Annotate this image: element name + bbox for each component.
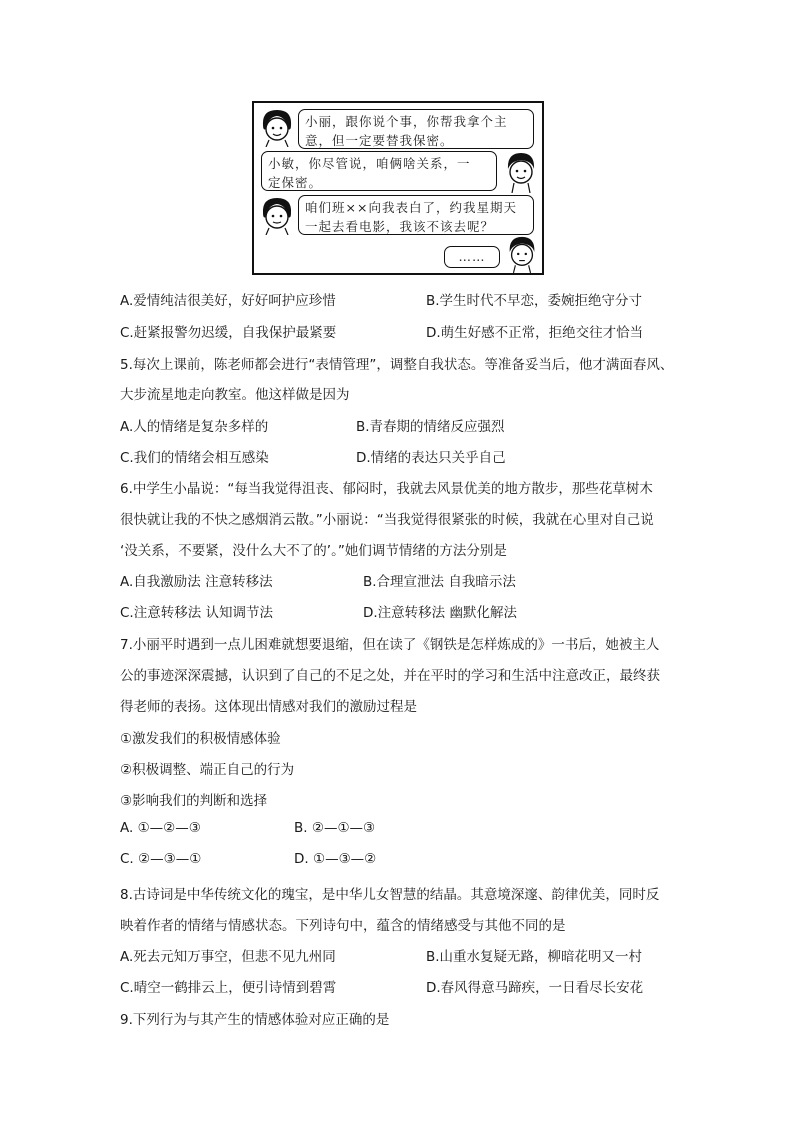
q6-option-a: A.自我激励法 注意转移法 <box>120 574 273 590</box>
bubble-1-line-1: 小丽，跟你说个事，你帮我拿个主 <box>305 114 508 129</box>
girl-face-icon <box>258 195 296 235</box>
q5-option-d: D.情绪的表达只关乎自己 <box>356 450 506 466</box>
q6-option-c: C.注意转移法 认知调节法 <box>120 605 274 621</box>
q5-option-a: A.人的情绪是复杂多样的 <box>120 419 269 435</box>
q4-option-a: A.爱情纯洁很美好，好好呵护应珍惜 <box>120 293 336 309</box>
q7-item-2: ②积极调整、端正自己的行为 <box>120 762 295 778</box>
comic-strip <box>252 101 544 275</box>
bubble-2-line-1: 小敏，你尽管说，咱俩啥关系，一 <box>268 156 471 171</box>
girl-face-icon <box>502 149 540 193</box>
q9-stem-line-1: 9.下列行为与其产生的情感体验对应正确的是 <box>120 1012 390 1028</box>
q5-stem-line-2: 大步流星地走向教室。他这样做是因为 <box>120 387 350 403</box>
q7-option-b: B. ②—①—③ <box>294 820 376 836</box>
q7-option-d: D. ①—③—② <box>294 851 377 867</box>
girl-face-icon <box>504 233 540 273</box>
q7-item-1: ①激发我们的积极情感体验 <box>120 731 281 747</box>
q8-option-d: D.春风得意马蹄疾，一日看尽长安花 <box>426 980 644 996</box>
bubble-3-line-2: 一起去看电影，我该不该去呢？ <box>305 219 495 234</box>
q7-item-3: ③影响我们的判断和选择 <box>120 793 268 809</box>
bubble-4-text: …… <box>458 249 486 264</box>
q8-stem-line-2: 映着作者的情绪与情感状态。下列诗句中，蕴含的情绪感受与其他不同的是 <box>120 918 566 934</box>
q8-stem-line-1: 8.古诗词是中华传统文化的瑰宝，是中华儿女智慧的结晶。其意境深邃、韵律优美，同时反 <box>120 887 660 903</box>
q4-option-c: C.赶紧报警勿迟缓，自我保护最紧要 <box>120 325 337 341</box>
bubble-2-line-2: 定保密。 <box>268 175 323 190</box>
speech-bubble-2 <box>261 151 497 191</box>
q5-option-c: C.我们的情绪会相互感染 <box>120 450 269 466</box>
q6-option-d: D.注意转移法 幽默化解法 <box>363 605 517 621</box>
speech-bubble-4 <box>444 246 500 268</box>
q7-stem-line-1: 7.小丽平时遇到一点儿困难就想要退缩，但在读了《钢铁是怎样炼成的》一书后，她被主人 <box>120 637 660 653</box>
q4-option-b: B.学生时代不早恋，委婉拒绝守分寸 <box>426 293 643 309</box>
q6-stem-line-3: ‘没关系，不要紧，没什么大不了的’。”她们调节情绪的方法分别是 <box>120 543 507 559</box>
q5-option-b: B.青春期的情绪反应强烈 <box>356 419 505 435</box>
q6-option-b: B.合理宣泄法 自我暗示法 <box>363 574 516 590</box>
bubble-3-line-1: 咱们班××向我表白了，约我星期天 <box>305 200 517 215</box>
q8-option-c: C.晴空一鹤排云上，便引诗情到碧霄 <box>120 980 337 996</box>
q4-option-d: D.萌生好感不正常，拒绝交往才恰当 <box>426 325 644 341</box>
q7-option-a: A. ①—②—③ <box>120 820 201 836</box>
q7-option-c: C. ②—③—① <box>120 851 202 867</box>
speech-bubble-1 <box>298 109 534 149</box>
q6-stem-line-2: 很快就让我的不快之感烟消云散。”小丽说：“当我觉得很紧张的时候，我就在心里对自己说 <box>120 512 654 528</box>
q7-stem-line-2: 公的事迹深深震撼，认识到了自己的不足之处，并在平时的学习和生活中注意改正，最终获 <box>120 668 660 684</box>
bubble-1-line-2: 意，但一定要替我保密。 <box>305 133 454 148</box>
girl-face-icon <box>258 107 296 147</box>
q5-stem-line-1: 5.每次上课前，陈老师都会进行“表情管理”，调整自我状态。等准备妥当后，他才满面春风、 <box>120 357 674 373</box>
q7-stem-line-3: 得老师的表扬。这体现出情感对我们的激励过程是 <box>120 699 417 715</box>
speech-bubble-3 <box>298 195 534 235</box>
q8-option-b: B.山重水复疑无路，柳暗花明又一村 <box>426 949 643 965</box>
q6-stem-line-1: 6.中学生小晶说：“每当我觉得沮丧、郁闷时，我就去风景优美的地方散步，那些花草树木 <box>120 481 653 497</box>
q8-option-a: A.死去元知万事空，但悲不见九州同 <box>120 949 336 965</box>
